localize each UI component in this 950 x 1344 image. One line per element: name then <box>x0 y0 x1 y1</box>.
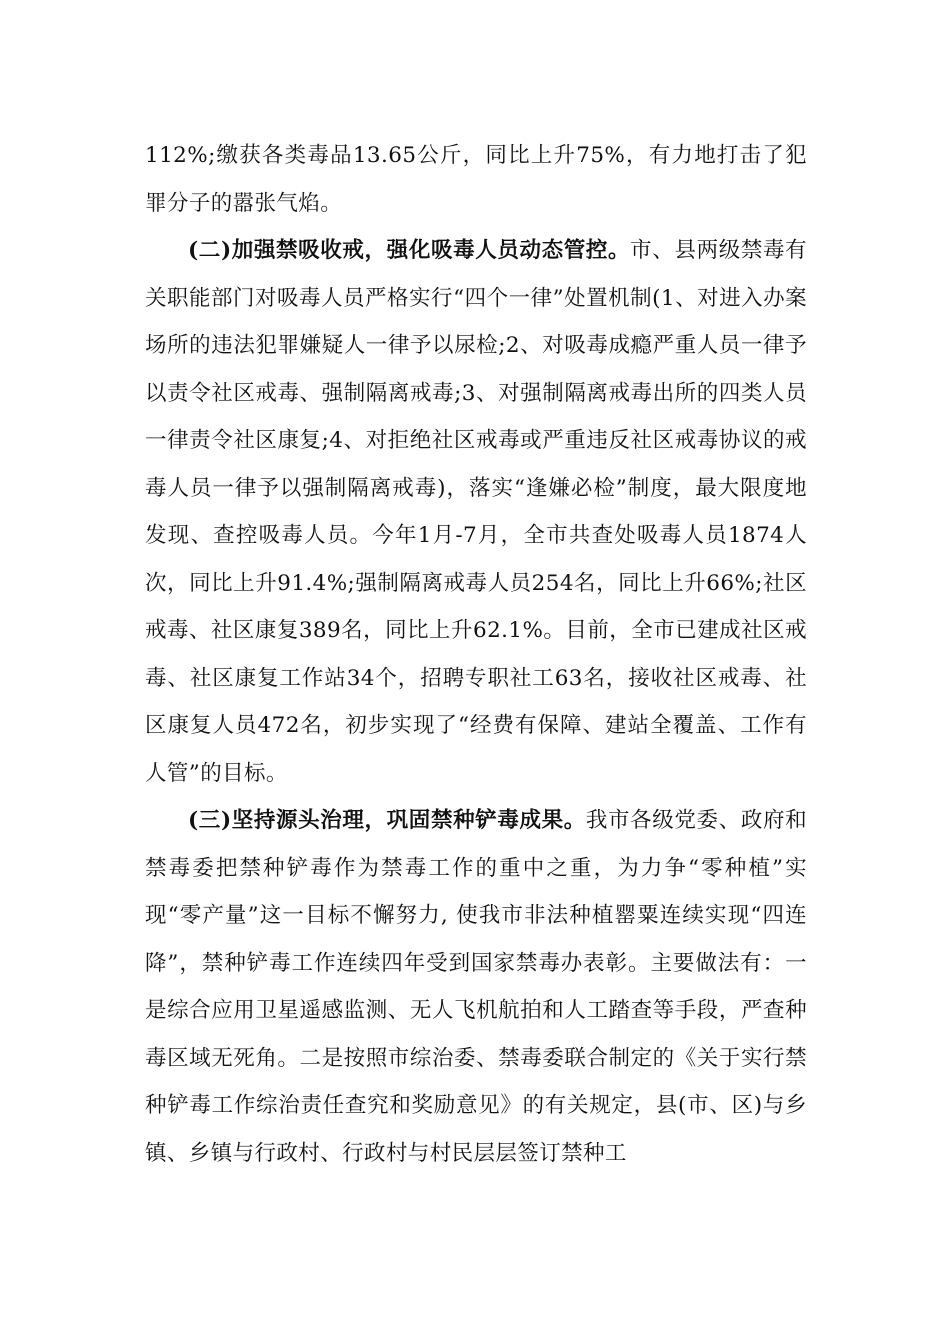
paragraph-text: 市、县两级禁毒有关职能部门对吸毒人员严格实行“四个一律”处置机制(1、对进入办案场所的违法犯罪嫌疑人一律予以尿检;2、对吸毒成瘾严重人员一律予以责令社区戒毒、强制隔离戒毒;3、对强制隔离戒毒出所的四类人员一律责令社区康复;4、对拒绝社区戒毒或严重违反社区戒毒协议的戒毒人员一律予以强制隔离戒毒)，落实“逢嫌必检”制度，最大限度地发现、查控吸毒人员。今年1月-7月，全市共查处吸毒人员1874人次，同比上升91.4%;强制隔离戒毒人员254名，同比上升66%;社区戒毒、社区康复389名，同比上升62.1%。目前，全市已建成社区戒毒、社区康复工作站34个，招聘专职社工63名，接收社区戒毒、社区康复人员472名，初步实现了“经费有保障、建站全覆盖、工作有人管”的目标。 <box>145 238 808 786</box>
paragraph-section-2 <box>145 227 807 797</box>
paragraph-continuation <box>145 132 807 227</box>
section-heading-2: (二)加强禁吸收戒，强化吸毒人员动态管控。 <box>188 238 631 263</box>
paragraph-text: 我市各级党委、政府和禁毒委把禁种铲毒作为禁毒工作的重中之重，为力争“零种植”实现“零产量”这一目标不懈努力, 使我市非法种植罂粟连续实现“四连降”，禁种铲毒工作连续四年受到国家禁毒办表彰。主要做法有：一是综合应用卫星遥感监测、无人飞机航拍和人工踏查等手段，严查种毒区域无死角。二是按照市综治委、禁毒委联合制定的《关于实行禁种铲毒工作综治责任查究和奖励意见》的有关规定，县(市、区)与乡镇、乡镇与行政村、行政村与村民层层签订禁种工 <box>145 808 807 1166</box>
paragraph-text: 112%;缴获各类毒品13.65公斤，同比上升75%，有力地打击了犯罪分子的嚣张气焰。 <box>145 143 807 216</box>
section-heading-3: (三)坚持源头治理，巩固禁种铲毒成果。 <box>188 808 586 833</box>
paragraph-section-3 <box>145 797 807 1177</box>
document-body <box>145 132 807 1177</box>
